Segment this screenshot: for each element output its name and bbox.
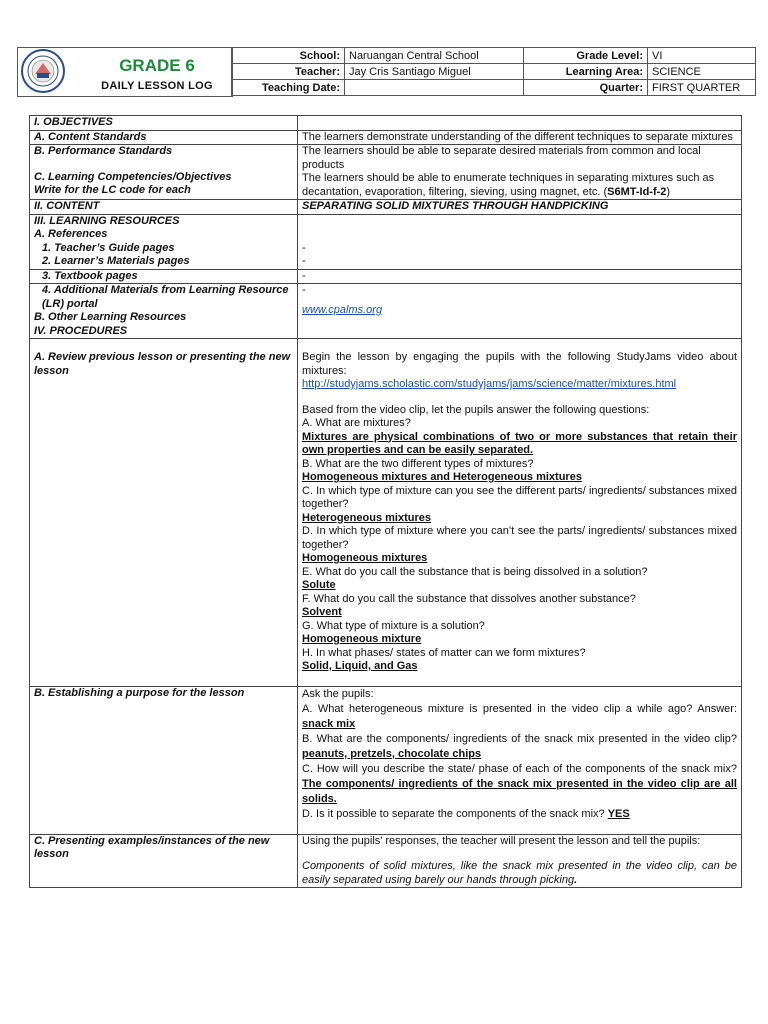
- lm-value: -: [302, 255, 306, 267]
- question-g: G. What type of mixture is a solution?: [302, 619, 485, 632]
- lc-code: S6MT-Id-f-2: [607, 185, 667, 198]
- table-row: [30, 214, 742, 269]
- log-title: DAILY LESSON LOG: [101, 80, 213, 92]
- table-row: [30, 130, 742, 145]
- content-standards-value: The learners demonstrate understanding of the different techniques to separate mixtures: [298, 130, 742, 145]
- table-row: [30, 834, 742, 888]
- answer-b: Homogeneous mixtures and Heterogeneous mixtures: [302, 471, 582, 483]
- studyjams-link[interactable]: http://studyjams.scholastic.com/studyjams/jams/science/matter/mixtures.html: [302, 378, 677, 390]
- deped-seal-icon: [20, 48, 66, 94]
- answer-h: Solid, Liquid, and Gas: [302, 660, 418, 672]
- table-row: [30, 686, 742, 834]
- examples-p2: Components of solid mixtures, like the snack mix presented in the video clip, can be easily separated using barely our hands through picking.: [302, 860, 737, 886]
- question-b: B. What are the two different types of mixtures?: [302, 457, 534, 470]
- grade-title: GRADE 6: [119, 56, 195, 75]
- content-heading: II. CONTENT: [30, 200, 298, 215]
- procedures-heading: IV. PROCEDURES: [34, 324, 128, 337]
- review-intro: Begin the lesson by engaging the pupils with the following StudyJams video about mixtures:: [302, 351, 737, 377]
- tg-label: 1. Teacher’s Guide pages: [42, 241, 175, 254]
- purpose-label: B. Establishing a purpose for the lesson: [30, 686, 298, 834]
- answer-a: Mixtures are physical combinations of two or more substances that retain their own properties and can be easily separated.: [302, 430, 737, 456]
- lr-portal-label: 4. Additional Materials from Learning Resource (LR) portal: [42, 284, 289, 310]
- teacher-label: Teacher:: [232, 64, 345, 80]
- quarter-value: FIRST QUARTER: [648, 80, 756, 96]
- other-resources-label: B. Other Learning Resources: [34, 311, 187, 323]
- competencies-value: The learners should be able to enumerate techniques in separating mixtures such as decantation, evaporation, filtering, sieving, using magnet, etc. (S6MT-Id-f-2): [302, 172, 715, 198]
- question-d: D. In which type of mixture where you can’t see the parts/ ingredients/ substances mixed together?: [302, 525, 737, 551]
- cpalms-link[interactable]: www.cpalms.org: [302, 303, 383, 316]
- grade-level-value: VI: [648, 48, 756, 64]
- competencies-sub: Write for the LC code for each: [34, 184, 191, 196]
- review-label: A. Review previous lesson or presenting the new lesson: [34, 351, 291, 377]
- examples-p1: Using the pupils’ responses, the teacher will present the lesson and tell the pupils:: [302, 834, 701, 847]
- question-f: F. What do you call the substance that dissolves another substance?: [302, 592, 636, 605]
- table-row: [30, 284, 742, 339]
- table-row: [30, 200, 742, 215]
- content-value: SEPARATING SOLID MIXTURES THROUGH HANDPICKING: [298, 200, 742, 215]
- table-row: [30, 339, 742, 687]
- table-row: [30, 116, 742, 131]
- lr-portal-value: -: [302, 284, 306, 296]
- answer-d: Homogeneous mixtures: [302, 552, 428, 564]
- teaching-date-label: Teaching Date:: [232, 80, 345, 96]
- performance-standards-value: The learners should be able to separate desired materials from common and local products: [302, 145, 701, 171]
- learning-area-label: Learning Area:: [524, 64, 648, 80]
- purpose-item-c: C. How will you describe the state/ phase of each of the components of the snack mix? The components/ ingredients of the snack mix presented in the video clip are all solids.: [302, 762, 737, 805]
- table-row: [30, 145, 742, 200]
- references-label: A. References: [34, 228, 108, 240]
- info-table: [231, 47, 756, 96]
- teacher-value: Jay Cris Santiago Miguel: [345, 64, 524, 80]
- objectives-heading: I. OBJECTIVES: [30, 116, 298, 131]
- answer-c: Heterogeneous mixtures: [302, 511, 431, 524]
- answer-e: Solute: [302, 579, 336, 591]
- answer-f: Solvent: [302, 606, 342, 618]
- school-value: Naruangan Central School: [345, 48, 524, 64]
- lesson-table: [29, 115, 742, 888]
- question-h: H. In what phases/ states of matter can we form mixtures?: [302, 646, 586, 659]
- quarter-label: Quarter:: [524, 80, 648, 96]
- purpose-ask: Ask the pupils:: [302, 687, 374, 700]
- answer-g: Homogeneous mixture: [302, 633, 422, 645]
- learning-area-value: SCIENCE: [648, 64, 756, 80]
- purpose-item-d: D. Is it possible to separate the components of the snack mix? YES: [302, 807, 630, 820]
- question-a: A. What are mixtures?: [302, 417, 411, 429]
- teaching-date-value: [345, 80, 524, 96]
- grade-level-label: Grade Level:: [524, 48, 648, 64]
- tg-value: -: [302, 241, 306, 254]
- examples-label: C. Presenting examples/instances of the new lesson: [30, 834, 298, 888]
- performance-standards-label: B. Performance Standards: [34, 145, 173, 157]
- purpose-item-a: A. What heterogeneous mixture is presented in the video clip a while ago? Answer: snack mix: [302, 702, 737, 730]
- school-label: School:: [232, 48, 345, 64]
- textbook-label: 3. Textbook pages: [42, 269, 138, 282]
- table-row: [30, 269, 742, 284]
- question-e: E. What do you call the substance that is being dissolved in a solution?: [302, 565, 648, 578]
- question-c: C. In which type of mixture can you see the different parts/ ingredients/ substances mixed together?: [302, 484, 737, 510]
- purpose-item-b: B. What are the components/ ingredients of the snack mix presented in the video clip? peanuts, pretzels, chocolate chips: [302, 732, 737, 760]
- textbook-value: -: [298, 269, 742, 284]
- review-lead: Based from the video clip, let the pupils answer the following questions:: [302, 403, 650, 416]
- lm-label: 2. Learner’s Materials pages: [42, 255, 190, 267]
- content-standards-label: A. Content Standards: [30, 130, 298, 145]
- resources-heading: III. LEARNING RESOURCES: [34, 214, 180, 227]
- competencies-label: C. Learning Competencies/Objectives: [34, 170, 232, 183]
